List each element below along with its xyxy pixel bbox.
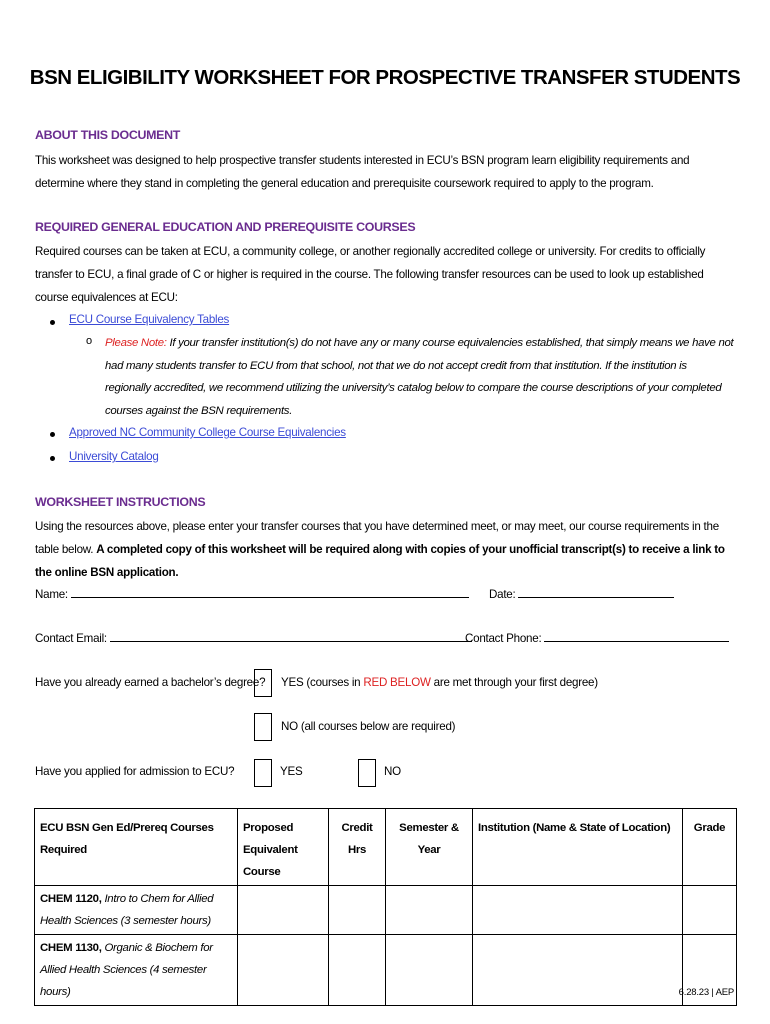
bachelor-no-checkbox[interactable] xyxy=(254,713,272,741)
instructions-heading: WORKSHEET INSTRUCTIONS xyxy=(35,495,206,509)
please-note-body: If your transfer institution(s) do not have any or many course equivalencies established, that simply means we have not had many students transfer to ECU from that school, not that we do not accept credit from that institution. If the institution is regionally accredited, we recommend utilizing the university’s catalog below to compare the course descriptions of your completed courses against the BSN requirements. xyxy=(105,337,734,417)
table-row xyxy=(35,886,737,935)
nc-community-college-link[interactable]: Approved NC Community College Course Equivalencies xyxy=(69,426,346,439)
bachelor-yes-label xyxy=(281,676,598,689)
bachelor-yes-text: YES (courses in xyxy=(281,676,364,689)
course-desc: Intro to Chem for Allied Health Sciences (3 semester hours) xyxy=(40,893,214,927)
semester-cell[interactable] xyxy=(386,886,473,935)
required-body: Required courses can be taken at ECU, a community college, or another regionally accredited college or university. For credits to officially transfer to ECU, a final grade of C or higher is required in the course. The following transfer resources can be used to look up established course equivalences at ECU: xyxy=(35,245,706,304)
instructions-body xyxy=(35,515,735,584)
please-note-text xyxy=(105,332,735,422)
contact-phone-input-line[interactable] xyxy=(544,631,729,642)
bullet-icon xyxy=(50,320,55,325)
resource-item-equivalency xyxy=(69,313,229,326)
admission-yes-checkbox[interactable] xyxy=(254,759,272,787)
red-below-text: RED BELOW xyxy=(363,676,431,689)
contact-email-label: Contact Email: xyxy=(35,632,107,645)
contact-email-input-line[interactable] xyxy=(110,631,472,642)
header-credit: Credit Hrs xyxy=(329,809,386,886)
resource-item-nccc xyxy=(69,426,346,439)
bachelor-yes-checkbox[interactable] xyxy=(254,669,272,697)
institution-cell[interactable] xyxy=(473,935,683,1006)
university-catalog-link[interactable]: University Catalog xyxy=(69,450,159,463)
grade-cell[interactable] xyxy=(683,886,737,935)
date-label: Date: xyxy=(489,588,516,601)
name-input-line[interactable] xyxy=(71,587,469,598)
instructions-bold-text: A completed copy of this worksheet will be required along with copies of your unofficial transcript(s) to receive a link to the online BSN application. xyxy=(35,543,725,579)
bullet-icon xyxy=(50,456,55,461)
about-body: This worksheet was designed to help prospective transfer students interested in ECU’s BSN program learn eligibility requirements and determine where they stand in completing the general education and prerequisite coursework required to apply to the program. xyxy=(35,154,690,190)
course-code: CHEM 1130, xyxy=(40,942,102,954)
resource-item-catalog xyxy=(69,450,159,463)
page-title: BSN ELIGIBILITY WORKSHEET FOR PROSPECTIVE TRANSFER STUDENTS xyxy=(29,66,741,89)
credit-cell[interactable] xyxy=(329,935,386,1006)
header-proposed: Proposed Equivalent Course xyxy=(238,809,329,886)
course-table xyxy=(34,808,737,1006)
header-semester: Semester & Year xyxy=(386,809,473,886)
sub-bullet-icon: o xyxy=(86,335,93,347)
contact-phone-label: Contact Phone: xyxy=(465,632,542,645)
table-row xyxy=(35,935,737,1006)
header-course: ECU BSN Gen Ed/Prereq Courses Required xyxy=(35,809,238,886)
course-code: CHEM 1120, xyxy=(40,893,102,905)
proposed-cell[interactable] xyxy=(238,886,329,935)
header-grade: Grade xyxy=(683,809,737,886)
credit-cell[interactable] xyxy=(329,886,386,935)
header-institution: Institution (Name & State of Location) xyxy=(473,809,683,886)
table-header-row xyxy=(35,809,737,886)
semester-cell[interactable] xyxy=(386,935,473,1006)
footer-version: 6.28.23 | AEP xyxy=(678,987,734,998)
date-input-line[interactable] xyxy=(518,587,674,598)
proposed-cell[interactable] xyxy=(238,935,329,1006)
institution-cell[interactable] xyxy=(473,886,683,935)
admission-no-checkbox[interactable] xyxy=(358,759,376,787)
contact-email-field[interactable] xyxy=(35,631,472,645)
admission-no-label: NO xyxy=(384,765,401,778)
admission-yes-label: YES xyxy=(280,765,303,778)
date-field[interactable] xyxy=(489,587,674,601)
bachelor-yes-text-end: are met through your first degree) xyxy=(430,676,598,689)
course-cell xyxy=(35,935,238,1006)
name-label: Name: xyxy=(35,588,68,601)
ecu-course-equivalency-link[interactable]: ECU Course Equivalency Tables xyxy=(69,313,230,326)
name-field[interactable] xyxy=(35,587,469,601)
about-heading: ABOUT THIS DOCUMENT xyxy=(35,128,181,142)
course-cell xyxy=(35,886,238,935)
course-desc: Organic & Biochem for Allied Health Sciences (4 semester hours) xyxy=(40,942,213,998)
admission-question: Have you applied for admission to ECU? xyxy=(35,765,235,778)
required-heading: REQUIRED GENERAL EDUCATION AND PREREQUISITE COURSES xyxy=(35,220,416,234)
please-note-label: Please Note: xyxy=(105,337,167,349)
contact-phone-field[interactable] xyxy=(465,631,729,645)
instructions-text: Using the resources above, please enter your transfer courses that you have determined meet, or may meet, our course requirements in the table below. xyxy=(35,520,719,556)
bachelor-no-label: NO (all courses below are required) xyxy=(281,720,456,733)
bachelor-question: Have you already earned a bachelor’s degree? xyxy=(35,676,266,689)
bullet-icon xyxy=(50,432,55,437)
